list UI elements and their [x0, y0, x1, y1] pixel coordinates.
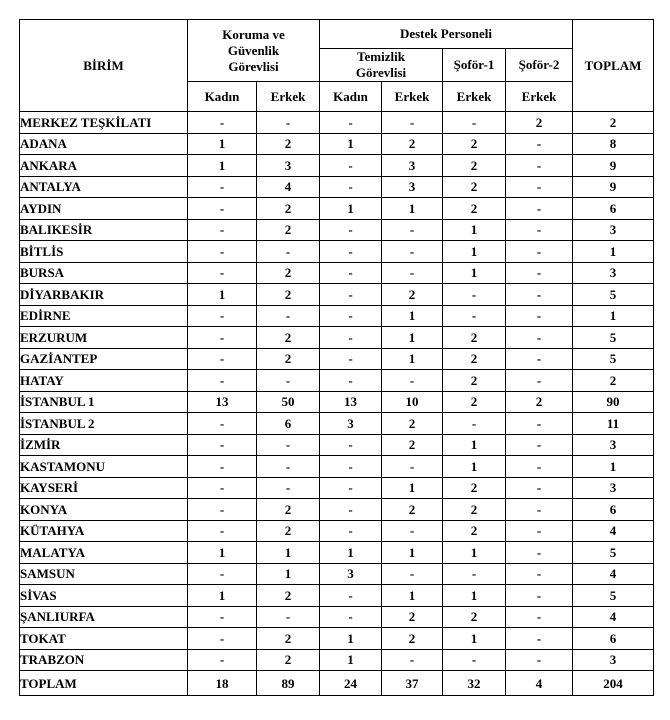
value-cell: 1 [382, 348, 443, 370]
value-cell: 1 [443, 628, 506, 650]
value-cell: - [506, 262, 573, 284]
value-cell: 3 [320, 413, 382, 435]
birim-cell: AYDIN [20, 198, 188, 220]
table-row [20, 198, 654, 220]
value-cell: - [320, 176, 382, 198]
value-cell: 6 [573, 499, 654, 521]
table-row [20, 348, 654, 370]
value-cell: 3 [573, 477, 654, 499]
subheader-sofor1-erkek: Erkek [443, 82, 506, 112]
value-cell: - [257, 305, 320, 327]
value-cell: 2 [443, 155, 506, 177]
table-row [20, 241, 654, 263]
value-cell: - [443, 649, 506, 671]
value-cell: - [506, 219, 573, 241]
value-cell: 1 [443, 262, 506, 284]
value-cell: 1 [320, 542, 382, 564]
value-cell: 1 [443, 542, 506, 564]
table-header [20, 20, 654, 112]
value-cell: 5 [573, 284, 654, 306]
birim-cell: ANKARA [20, 155, 188, 177]
table-row [20, 305, 654, 327]
subheader-koruma-kadin: Kadın [188, 82, 257, 112]
value-cell: 2 [257, 198, 320, 220]
birim-cell: TOPLAM [20, 671, 188, 696]
value-cell: - [506, 542, 573, 564]
value-cell: - [188, 370, 257, 392]
value-cell: - [443, 305, 506, 327]
table-body [20, 112, 654, 696]
value-cell: - [506, 155, 573, 177]
table-row [20, 413, 654, 435]
value-cell: - [257, 606, 320, 628]
table-row [20, 176, 654, 198]
table-row [20, 542, 654, 564]
table-row [20, 563, 654, 585]
value-cell: 1 [443, 585, 506, 607]
value-cell: 2 [382, 434, 443, 456]
value-cell: - [320, 434, 382, 456]
header-row-1 [20, 20, 654, 49]
value-cell: 2 [443, 477, 506, 499]
value-cell: 3 [320, 563, 382, 585]
value-cell: 3 [257, 155, 320, 177]
value-cell: 5 [573, 348, 654, 370]
value-cell: 1 [320, 628, 382, 650]
value-cell: - [188, 563, 257, 585]
birim-cell: KÜTAHYA [20, 520, 188, 542]
birim-cell: GAZİANTEP [20, 348, 188, 370]
value-cell: - [188, 520, 257, 542]
value-cell: 2 [443, 370, 506, 392]
value-cell: 5 [573, 542, 654, 564]
value-cell: 2 [257, 133, 320, 155]
value-cell: 2 [506, 112, 573, 134]
value-cell: - [320, 499, 382, 521]
value-cell: - [188, 262, 257, 284]
value-cell: 204 [573, 671, 654, 696]
value-cell: - [188, 327, 257, 349]
value-cell: 2 [443, 348, 506, 370]
value-cell: 2 [443, 499, 506, 521]
value-cell: 1 [188, 284, 257, 306]
value-cell: - [443, 112, 506, 134]
value-cell: 8 [573, 133, 654, 155]
value-cell: - [188, 112, 257, 134]
birim-cell: ERZURUM [20, 327, 188, 349]
table-row [20, 133, 654, 155]
value-cell: - [188, 456, 257, 478]
subheader-temizlik-erkek: Erkek [382, 82, 443, 112]
value-cell: 1 [257, 542, 320, 564]
value-cell: - [382, 241, 443, 263]
value-cell: 1 [382, 585, 443, 607]
value-cell: - [188, 198, 257, 220]
value-cell: 2 [257, 585, 320, 607]
value-cell: 90 [573, 391, 654, 413]
birim-cell: SAMSUN [20, 563, 188, 585]
birim-cell: TOKAT [20, 628, 188, 650]
value-cell: 50 [257, 391, 320, 413]
value-cell: - [506, 563, 573, 585]
value-cell: 1 [573, 241, 654, 263]
table-row [20, 370, 654, 392]
value-cell: 1 [188, 133, 257, 155]
birim-cell: İZMİR [20, 434, 188, 456]
value-cell: 3 [382, 176, 443, 198]
value-cell: - [188, 413, 257, 435]
table-row [20, 499, 654, 521]
value-cell: 1 [188, 155, 257, 177]
personnel-table [19, 19, 654, 696]
header-koruma-guvenlik-label: Koruma ve Güvenlik Görevlisi [222, 26, 285, 74]
value-cell: - [320, 219, 382, 241]
value-cell: - [506, 434, 573, 456]
value-cell: 1 [443, 434, 506, 456]
birim-cell: ANTALYA [20, 176, 188, 198]
value-cell: - [257, 456, 320, 478]
value-cell: 2 [257, 327, 320, 349]
value-cell: 2 [257, 628, 320, 650]
value-cell: - [506, 413, 573, 435]
value-cell: 2 [573, 112, 654, 134]
value-cell: - [320, 241, 382, 263]
birim-cell: BALIKESİR [20, 219, 188, 241]
table-row [20, 649, 654, 671]
value-cell: 1 [320, 198, 382, 220]
subheader-sofor2-erkek: Erkek [506, 82, 573, 112]
header-toplam: TOPLAM [573, 20, 654, 112]
header-temizlik-label: Temizlik Görevlisi [355, 49, 407, 80]
value-cell: 2 [443, 133, 506, 155]
value-cell: 5 [573, 327, 654, 349]
value-cell: 5 [573, 585, 654, 607]
value-cell: - [506, 370, 573, 392]
value-cell: - [257, 112, 320, 134]
table-row [20, 112, 654, 134]
table-row [20, 477, 654, 499]
birim-cell: HATAY [20, 370, 188, 392]
table-row [20, 284, 654, 306]
value-cell: - [506, 327, 573, 349]
value-cell: - [320, 112, 382, 134]
value-cell: 1 [382, 305, 443, 327]
value-cell: - [188, 649, 257, 671]
value-cell: - [188, 434, 257, 456]
value-cell: 89 [257, 671, 320, 696]
value-cell: 1 [573, 305, 654, 327]
birim-cell: ADANA [20, 133, 188, 155]
value-cell: 3 [573, 434, 654, 456]
birim-cell: TRABZON [20, 649, 188, 671]
birim-cell: EDİRNE [20, 305, 188, 327]
value-cell: 2 [573, 370, 654, 392]
value-cell: - [320, 327, 382, 349]
table-row [20, 155, 654, 177]
value-cell: - [320, 606, 382, 628]
value-cell: - [506, 305, 573, 327]
value-cell: 3 [573, 649, 654, 671]
birim-cell: İSTANBUL 1 [20, 391, 188, 413]
value-cell: - [320, 585, 382, 607]
value-cell: 2 [443, 391, 506, 413]
value-cell: - [188, 348, 257, 370]
value-cell: 2 [382, 284, 443, 306]
value-cell: - [506, 198, 573, 220]
value-cell: - [506, 499, 573, 521]
value-cell: - [257, 241, 320, 263]
value-cell: 2 [443, 176, 506, 198]
value-cell: 6 [573, 198, 654, 220]
value-cell: 37 [382, 671, 443, 696]
value-cell: - [320, 456, 382, 478]
value-cell: - [506, 585, 573, 607]
value-cell: - [320, 155, 382, 177]
value-cell: 2 [257, 284, 320, 306]
value-cell: 32 [443, 671, 506, 696]
value-cell: 1 [382, 327, 443, 349]
value-cell: - [506, 649, 573, 671]
value-cell: 2 [382, 413, 443, 435]
header-destek-personeli: Destek Personeli [320, 20, 573, 49]
value-cell: - [506, 176, 573, 198]
value-cell: 2 [257, 649, 320, 671]
value-cell: - [382, 112, 443, 134]
value-cell: - [382, 456, 443, 478]
value-cell: - [320, 520, 382, 542]
birim-cell: MERKEZ TEŞKİLATI [20, 112, 188, 134]
value-cell: - [320, 348, 382, 370]
value-cell: 1 [382, 198, 443, 220]
value-cell: - [320, 262, 382, 284]
table-row [20, 391, 654, 413]
value-cell: 9 [573, 176, 654, 198]
value-cell: - [382, 262, 443, 284]
value-cell: 6 [573, 628, 654, 650]
value-cell: 2 [443, 606, 506, 628]
value-cell: - [188, 305, 257, 327]
value-cell: - [320, 370, 382, 392]
value-cell: 2 [382, 133, 443, 155]
table-row [20, 606, 654, 628]
value-cell: 2 [257, 219, 320, 241]
value-cell: - [506, 284, 573, 306]
birim-cell: BURSA [20, 262, 188, 284]
value-cell: - [382, 370, 443, 392]
table-total-row [20, 671, 654, 696]
value-cell: 1 [320, 649, 382, 671]
value-cell: 3 [573, 262, 654, 284]
value-cell: 3 [382, 155, 443, 177]
value-cell: 2 [257, 262, 320, 284]
table-row [20, 520, 654, 542]
birim-cell: MALATYA [20, 542, 188, 564]
header-temizlik [320, 49, 443, 82]
birim-cell: DİYARBAKIR [20, 284, 188, 306]
value-cell: 1 [320, 133, 382, 155]
value-cell: - [443, 413, 506, 435]
table-row [20, 585, 654, 607]
value-cell: - [382, 219, 443, 241]
value-cell: 18 [188, 671, 257, 696]
value-cell: - [257, 434, 320, 456]
value-cell: 10 [382, 391, 443, 413]
birim-cell: ŞANLIURFA [20, 606, 188, 628]
value-cell: 24 [320, 671, 382, 696]
value-cell: - [506, 348, 573, 370]
value-cell: - [382, 563, 443, 585]
value-cell: 9 [573, 155, 654, 177]
value-cell: 11 [573, 413, 654, 435]
value-cell: 1 [382, 477, 443, 499]
value-cell: - [506, 456, 573, 478]
table-row [20, 456, 654, 478]
value-cell: 1 [443, 241, 506, 263]
value-cell: - [506, 628, 573, 650]
value-cell: 2 [443, 327, 506, 349]
value-cell: - [443, 284, 506, 306]
value-cell: 1 [188, 585, 257, 607]
birim-cell: KAYSERİ [20, 477, 188, 499]
table-row [20, 434, 654, 456]
value-cell: 13 [320, 391, 382, 413]
value-cell: - [257, 370, 320, 392]
value-cell: - [506, 133, 573, 155]
birim-cell: KASTAMONU [20, 456, 188, 478]
value-cell: - [506, 477, 573, 499]
value-cell: - [188, 628, 257, 650]
value-cell: 2 [443, 520, 506, 542]
birim-cell: KONYA [20, 499, 188, 521]
table-row [20, 327, 654, 349]
value-cell: - [506, 241, 573, 263]
value-cell: - [320, 284, 382, 306]
header-sofor-2: Şoför-2 [506, 49, 573, 82]
table-row [20, 628, 654, 650]
value-cell: - [382, 520, 443, 542]
birim-cell: BİTLİS [20, 241, 188, 263]
value-cell: 1 [443, 456, 506, 478]
value-cell: - [188, 219, 257, 241]
subheader-koruma-erkek: Erkek [257, 82, 320, 112]
value-cell: 1 [443, 219, 506, 241]
table-row [20, 219, 654, 241]
value-cell: 4 [506, 671, 573, 696]
value-cell: 6 [257, 413, 320, 435]
value-cell: - [188, 176, 257, 198]
value-cell: 1 [257, 563, 320, 585]
value-cell: 2 [257, 348, 320, 370]
birim-cell: SİVAS [20, 585, 188, 607]
value-cell: - [188, 606, 257, 628]
value-cell: 2 [443, 198, 506, 220]
table-row [20, 262, 654, 284]
value-cell: 4 [573, 563, 654, 585]
header-sofor-1: Şoför-1 [443, 49, 506, 82]
value-cell: - [382, 649, 443, 671]
value-cell: 1 [573, 456, 654, 478]
subheader-temizlik-kadin: Kadın [320, 82, 382, 112]
value-cell: 2 [382, 628, 443, 650]
value-cell: - [188, 241, 257, 263]
value-cell: - [506, 606, 573, 628]
value-cell: 4 [573, 520, 654, 542]
value-cell: - [443, 563, 506, 585]
birim-cell: İSTANBUL 2 [20, 413, 188, 435]
value-cell: 2 [382, 499, 443, 521]
value-cell: - [188, 499, 257, 521]
value-cell: 2 [257, 520, 320, 542]
header-koruma-guvenlik [188, 20, 320, 82]
value-cell: 3 [573, 219, 654, 241]
value-cell: 1 [188, 542, 257, 564]
value-cell: 2 [257, 499, 320, 521]
value-cell: 4 [573, 606, 654, 628]
value-cell: 2 [382, 606, 443, 628]
value-cell: 13 [188, 391, 257, 413]
value-cell: - [320, 477, 382, 499]
value-cell: - [188, 477, 257, 499]
value-cell: - [257, 477, 320, 499]
value-cell: - [320, 305, 382, 327]
header-birim: BİRİM [20, 20, 188, 112]
value-cell: 4 [257, 176, 320, 198]
value-cell: 2 [506, 391, 573, 413]
value-cell: - [506, 520, 573, 542]
value-cell: 1 [382, 542, 443, 564]
